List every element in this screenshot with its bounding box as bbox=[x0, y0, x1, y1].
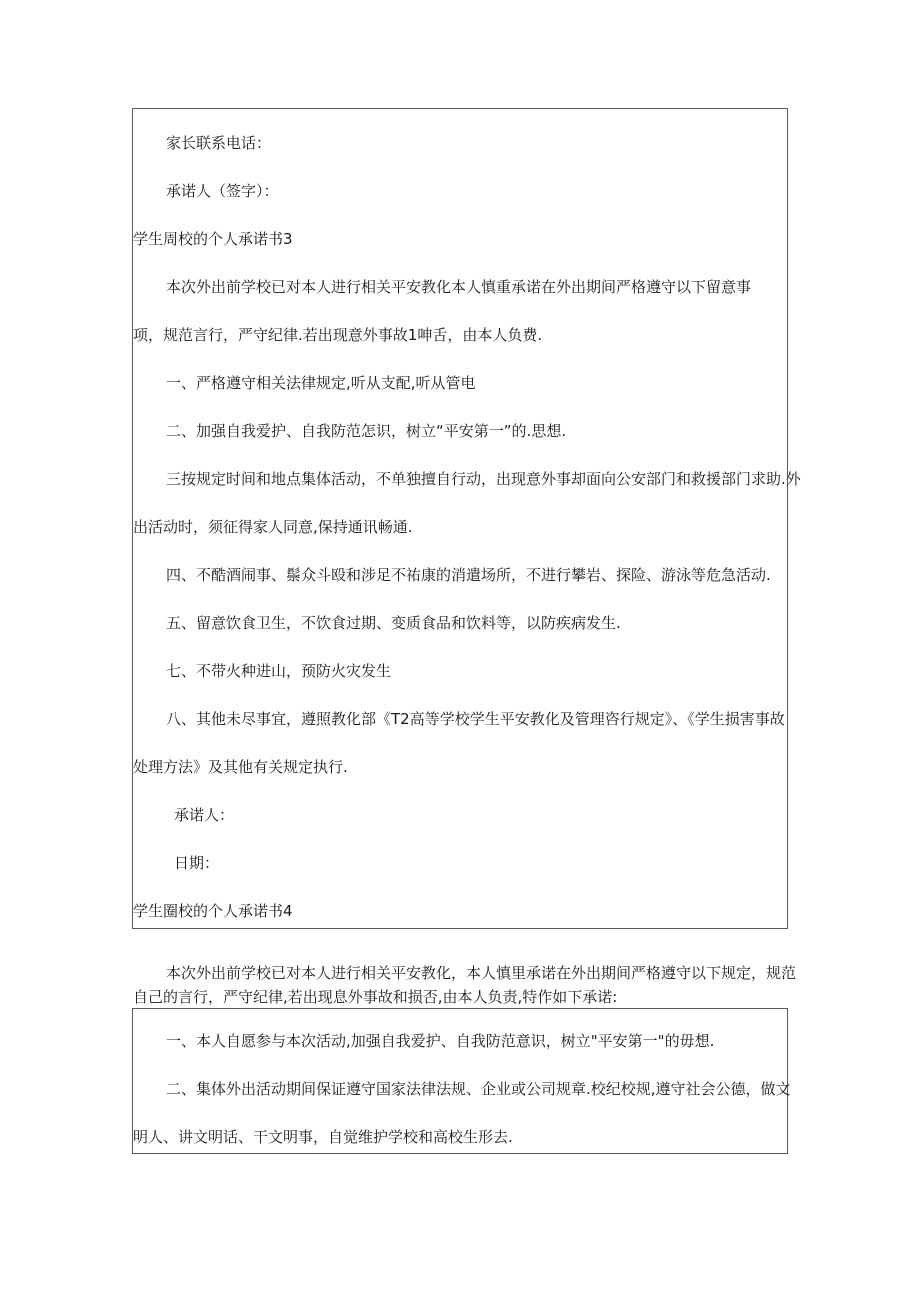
rule-item-4: 四、不酷酒闹事、鬃众斗殴和涉足不祐康的消遣场所，不进行攀岩、探险、游泳等危急活动. bbox=[166, 566, 771, 584]
intro-paragraph-line: 本次外出前学校已对本人进行相关平安教化，本人慎里承诺在外出期间严格遵守以下规定，规范 bbox=[166, 964, 797, 982]
intro-paragraph-line: 自己的言行，严守纪律,若出现息外事故和损否,由本人负责,特作如下承诺: bbox=[133, 988, 618, 1006]
section-heading-4: 学生圈校的个人承诺书4 bbox=[133, 902, 293, 920]
rule-item-1: 一、严格遵守相关法律规定,听从支配,听从管电 bbox=[166, 374, 476, 392]
rule-item-5: 五、留意饮食卫生，不饮食过期、变质食品和饮料等，以防疾病发生. bbox=[166, 614, 621, 632]
rule-item-3: 三按规定时间和地点集体活动，不单独擅自行动，出现意外事却面向公安部门和救援部门求助.外 bbox=[166, 470, 801, 488]
pledge-item-1: 一、本人自愿参与本次活动,加强自我爱护、自我防范意识，树立"平安第一"的毋想. bbox=[166, 1032, 715, 1050]
pledge-item-2-cont: 明人、讲文明话、干文明事，自觉维护学校和高校生形去. bbox=[133, 1128, 513, 1146]
rule-item-8: 八、其他未尽事宜，遵照教化部《T2高等学校学生平安教化及管理咨行规定》、《学生损害事故 bbox=[166, 710, 785, 728]
paragraph-line: 项，规范言行，严守纪律.若出现意外事故1呻舌，由本人负费. bbox=[133, 326, 543, 344]
pledge-item-2: 二、集体外出活动期间保证遵守国家法律法规、企业或公司规章.校纪校规,遵守社会公德，做文 bbox=[166, 1080, 791, 1098]
rule-item-7: 七、不带火种进山，预防火灾发生 bbox=[166, 662, 392, 680]
date-label: 日期： bbox=[174, 854, 220, 872]
parent-phone-label: 家长联系电话： bbox=[166, 134, 272, 152]
paragraph-line: 本次外出前学校已对本人进行相关平安教化本人慎重承诺在外出期间严格遵守以下留意事 bbox=[166, 278, 752, 296]
rule-item-8-cont: 处理方法》及其他有关规定执行. bbox=[133, 758, 348, 776]
signer-label: 承诺人： bbox=[174, 806, 235, 824]
section-heading-3: 学生周校的个人承诺书3 bbox=[133, 230, 293, 248]
rule-item-3-cont: 出活动时，须征得家人同意,保持通讯畅通. bbox=[133, 518, 413, 536]
signer-signature-label: 承诺人（签字）： bbox=[166, 182, 279, 200]
rule-item-2: 二、加强自我爱护、自我防范怎识，树立“平安第一”的.思想. bbox=[166, 422, 567, 440]
